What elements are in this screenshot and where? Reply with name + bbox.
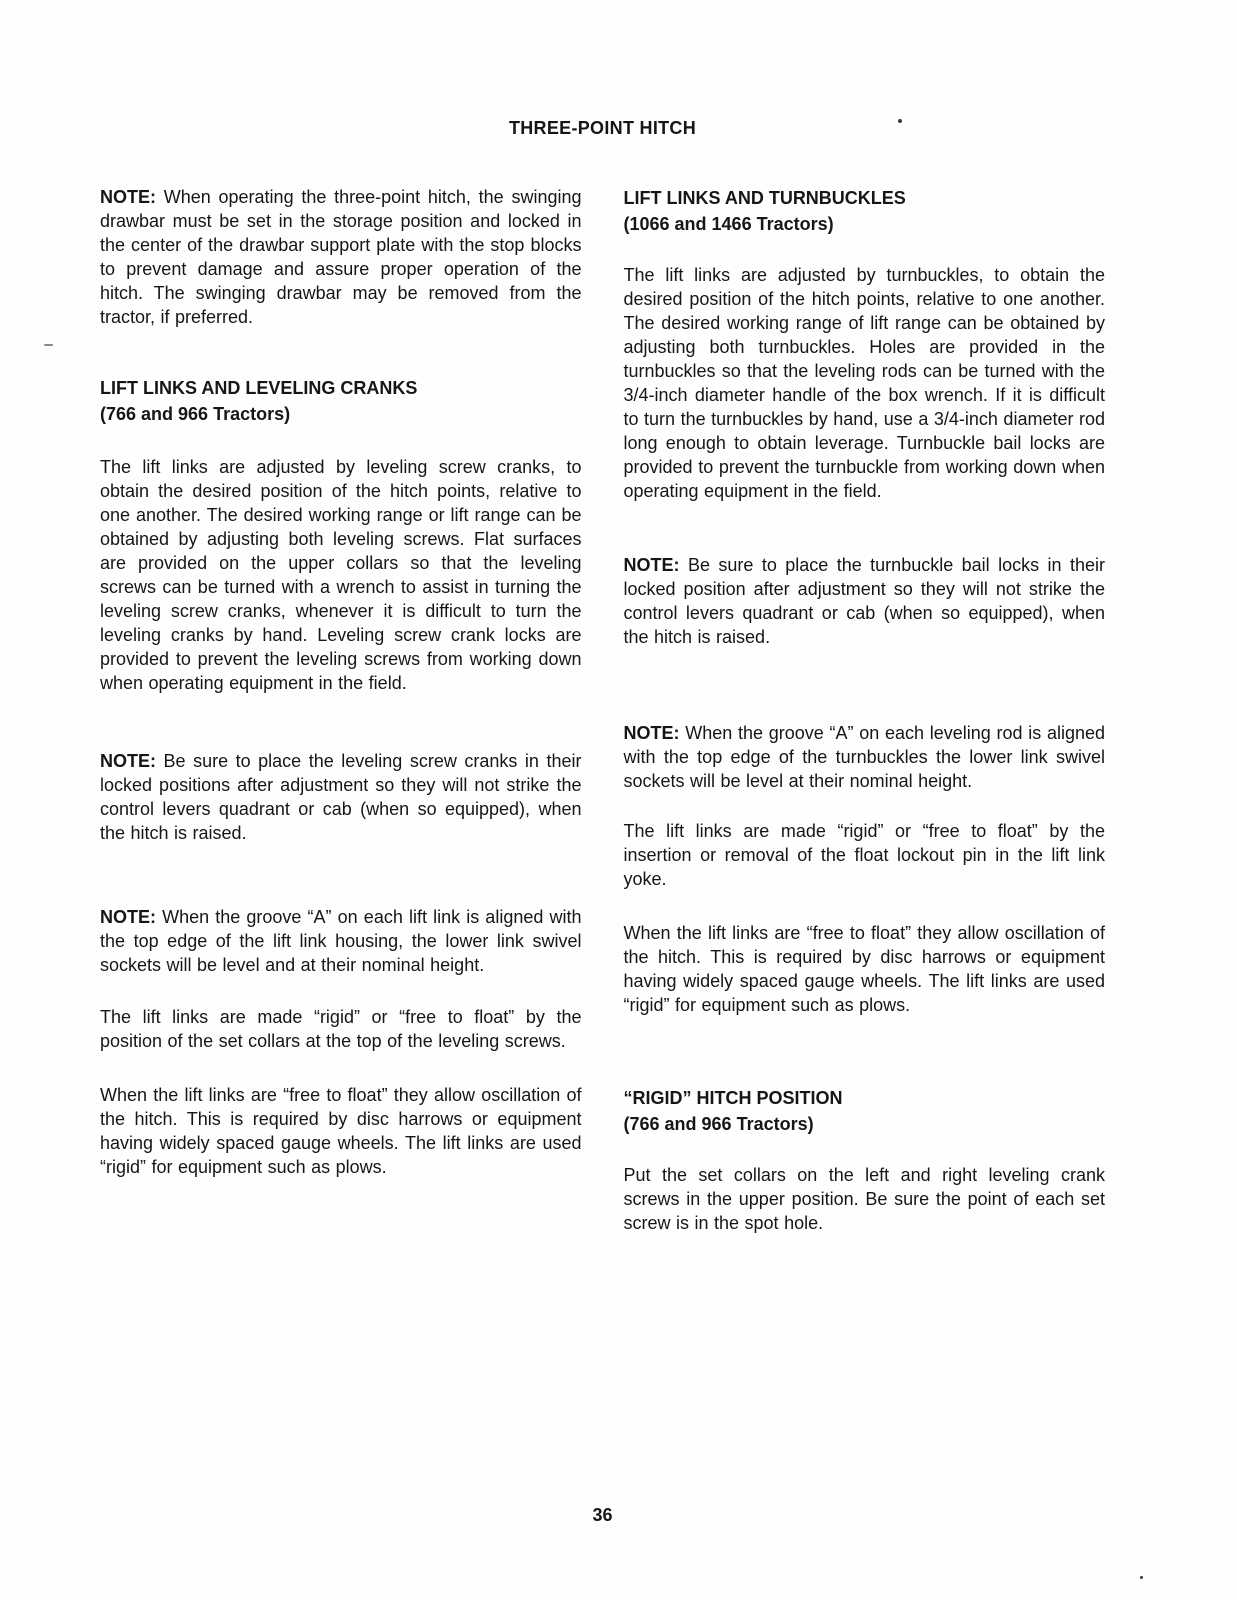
page-number: 36: [592, 1505, 613, 1525]
section-heading-lift-links-leveling-cranks: [100, 375, 582, 427]
right-column: [624, 185, 1106, 1235]
section-heading-line1: LIFT LINKS AND LEVELING CRANKS: [100, 378, 418, 398]
body-paragraph: The lift links are made “rigid” or “free to float” by the insertion or removal of the float lockout pin in the lift link yoke.: [623, 821, 1105, 889]
left-column: [100, 185, 582, 1235]
note-label: NOTE:: [623, 723, 680, 743]
note-text: When the groove “A” on each lift link is aligned with the top edge of the lift link housing, the lower link swivel sockets will be level and at their nominal height.: [100, 907, 582, 975]
section-heading-line2: (766 and 966 Tractors): [100, 404, 291, 424]
note-text: When operating the three-point hitch, the swinging drawbar must be set in the storage position and locked in the center of the drawbar support plate with the stop blocks to prevent damage and assure proper operation of the hitch. The swinging drawbar may be removed from the tractor, if preferred.: [100, 187, 582, 327]
body-paragraph: The lift links are made “rigid” or “free to float” by the position of the set collars at the top of the leveling screws.: [100, 1007, 582, 1051]
section-heading-line1: “RIGID” HITCH POSITION: [623, 1088, 843, 1108]
section-heading-lift-links-turnbuckles: [624, 185, 1106, 237]
note-paragraph: [624, 553, 1106, 649]
body-paragraph: Put the set collars on the left and right leveling crank screws in the upper position. Be sure the point of each set screw is in the spot hole.: [623, 1165, 1105, 1233]
body-paragraph: The lift links are adjusted by turnbuckles, to obtain the desired position of the hitch points, relative to one another. The desired working range of lift range can be obtained by adjusting both turnbuckles. Holes are provided in the turnbuckles so that the leveling rods can be turned with the 3/4-inch diameter handle of the box wrench. If it is difficult to turn the turnbuckles by hand, use a 3/4-inch diameter rod long enough to obtain leverage. Turnbuckle bail locks are provided to prevent the turnbuckle from working down when operating equipment in the field.: [623, 265, 1105, 501]
body-paragraph: The lift links are adjusted by leveling screw cranks, to obtain the desired position of the hitch points, relative to one another. The desired working range or lift range can be obtained by adjusting both leveling screws. Flat surfaces are provided on the upper collars so that the leveling screws can be turned with a wrench to assist in turning the leveling screw cranks, whenever it is difficult to turn the leveling cranks by hand. Leveling screw crank locks are provided to prevent the leveling screws from working down when operating equipment in the field.: [100, 457, 582, 693]
note-paragraph: [100, 185, 582, 329]
note-paragraph: [100, 749, 582, 845]
page-title: THREE-POINT HITCH: [508, 118, 697, 138]
note-paragraph: [624, 721, 1106, 793]
note-paragraph: [100, 905, 582, 977]
scan-artifact-dash: [44, 344, 53, 346]
body-paragraph: When the lift links are “free to float” they allow oscillation of the hitch. This is required by disc harrows or equipment having widely spaced gauge wheels. The lift links are used “rigid” for equipment such as plows.: [623, 923, 1105, 1015]
section-heading-line2: (1066 and 1466 Tractors): [623, 214, 834, 234]
note-text: Be sure to place the leveling screw cranks in their locked positions after adjustment so they will not strike the control levers quadrant or cab (when so equipped), when the hitch is raised.: [100, 751, 582, 843]
note-text: When the groove “A” on each leveling rod is aligned with the top edge of the turnbuckles the lower link swivel sockets will be level at their nominal height.: [623, 723, 1105, 791]
section-heading-rigid-hitch-position: [624, 1085, 1106, 1137]
scan-artifact-dot: [898, 119, 902, 123]
body-paragraph: When the lift links are “free to float” they allow oscillation of the hitch. This is required by disc harrows or equipment having widely spaced gauge wheels. The lift links are used “rigid” for equipment such as plows.: [100, 1085, 582, 1177]
section-heading-line2: (766 and 966 Tractors): [623, 1114, 814, 1134]
scan-artifact-dot: [1140, 1576, 1143, 1579]
note-label: NOTE:: [100, 907, 156, 927]
note-label: NOTE:: [100, 751, 156, 771]
note-label: NOTE:: [623, 555, 680, 575]
note-text: Be sure to place the turnbuckle bail locks in their locked position after adjustment so they will not strike the control levers quadrant or cab (when so equipped), when the hitch is raised.: [623, 555, 1105, 647]
page-content: [100, 185, 1105, 1235]
section-heading-line1: LIFT LINKS AND TURNBUCKLES: [623, 188, 906, 208]
note-label: NOTE:: [100, 187, 156, 207]
